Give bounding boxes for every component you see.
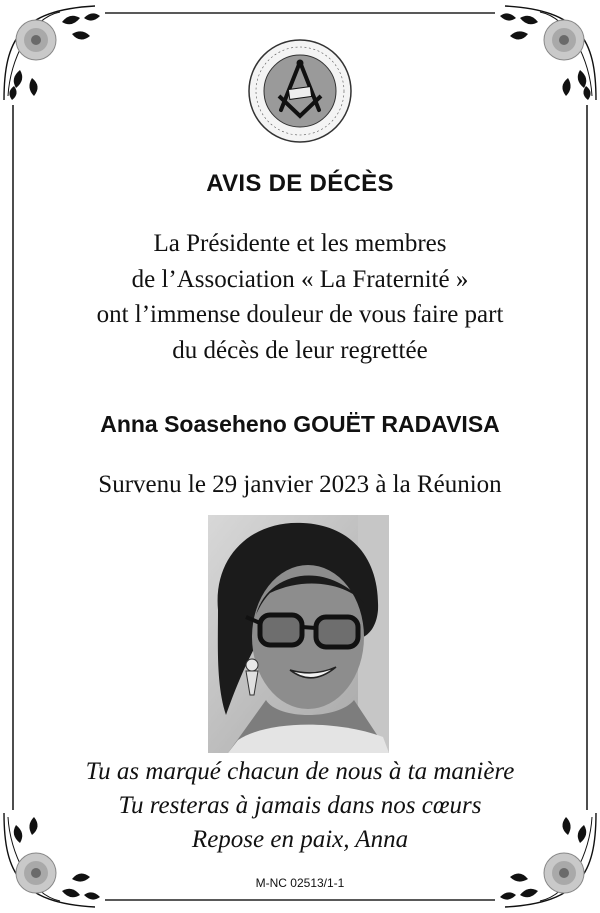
- lodge-seal-logo: [247, 38, 353, 144]
- death-date-place: Survenu le 29 janvier 2023 à la Réunion: [98, 471, 502, 498]
- memorial-verses: [0, 755, 600, 857]
- announcement-line: de l’Association « La Fraternité »: [131, 265, 469, 293]
- announcement-text: [0, 226, 600, 368]
- verse-line: Tu as marqué chacun de nous à ta manière: [85, 758, 515, 785]
- corner-flower-icon: [490, 0, 600, 110]
- announcement-line: ont l’immense douleur de vous faire part: [96, 301, 504, 328]
- reference-code: M-NC 02513/1-1: [255, 876, 345, 890]
- verse-line: Tu resteras à jamais dans nos cœurs: [118, 792, 482, 819]
- announcement-line: La Présidente et les membres: [153, 230, 447, 257]
- announcement-line: du décès de leur regrettée: [172, 336, 428, 364]
- portrait-photo: [208, 515, 389, 753]
- deceased-name: Anna Soaseheno GOUËT RADAVISA: [100, 411, 500, 437]
- square-and-compass-icon: [247, 38, 353, 144]
- notice-title: AVIS DE DÉCÈS: [206, 170, 394, 197]
- verse-line: Repose en paix, Anna: [191, 826, 409, 853]
- corner-flower-icon: [0, 0, 110, 110]
